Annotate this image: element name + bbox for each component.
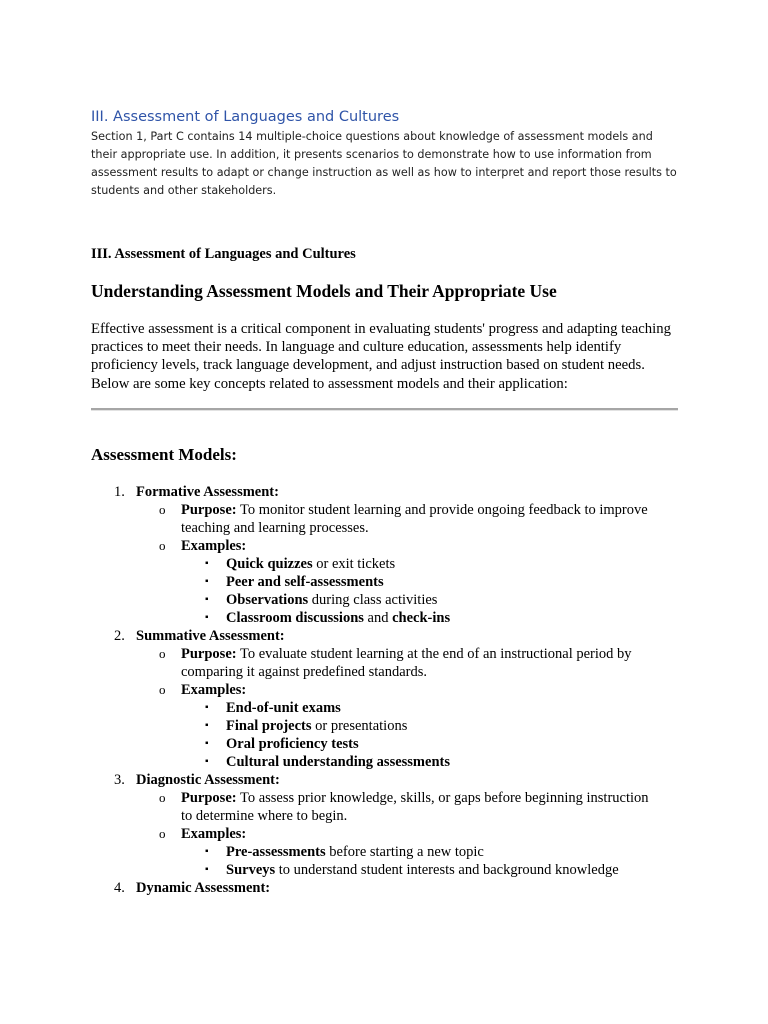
models-heading: Assessment Models: <box>91 445 237 464</box>
square-bullet: ▪ <box>205 846 209 857</box>
purpose-continuation <box>0 663 768 681</box>
assessment-models-list <box>0 483 768 897</box>
intro-paragraph: Effective assessment is a critical component in evaluating students' progress and adapting teaching practices to meet their needs. In language and culture education, assessments help identify proficiency levels, track language development, and adjust instruction based on student needs. Below are some key concepts related to assessment models and their application: <box>91 321 671 392</box>
list-number: 3. <box>114 772 125 788</box>
example-item <box>0 555 768 573</box>
square-bullet: ▪ <box>205 612 209 623</box>
example-bold: Oral proficiency tests <box>226 736 359 752</box>
example-text: to understand student interests and background knowledge <box>275 862 619 878</box>
examples-label: Examples: <box>181 826 247 842</box>
example-text: during class activities <box>308 592 438 608</box>
square-bullet: ▪ <box>205 702 209 713</box>
purpose-continuation <box>0 807 768 825</box>
examples-label: Examples: <box>181 682 247 698</box>
purpose-text: teaching and learning processes. <box>181 520 369 536</box>
purpose-label: Purpose: <box>181 646 237 662</box>
example-item <box>0 717 768 735</box>
example-bold: Surveys <box>226 862 276 878</box>
square-bullet: ▪ <box>205 738 209 749</box>
purpose-item <box>0 789 768 807</box>
list-number: 1. <box>114 484 125 500</box>
example-text: or presentations <box>311 718 408 734</box>
square-bullet: ▪ <box>205 720 209 731</box>
example-text: before starting a new topic <box>325 844 484 860</box>
square-bullet: ▪ <box>205 756 209 767</box>
circle-bullet: o <box>159 790 166 805</box>
example-item <box>0 573 768 591</box>
model-item <box>0 771 768 789</box>
examples-label: Examples: <box>181 538 247 554</box>
example-item <box>0 699 768 717</box>
examples-item <box>0 537 768 555</box>
purpose-text: To monitor student learning and provide ongoing feedback to improve <box>239 502 648 518</box>
subtitle: Understanding Assessment Models and Their Appropriate Use <box>91 281 557 301</box>
list-number: 2. <box>114 628 125 644</box>
purpose-text: To assess prior knowledge, skills, or gaps before beginning instruction <box>239 790 649 806</box>
example-bold: Observations <box>226 592 309 608</box>
example-item <box>0 591 768 609</box>
model-title: Formative Assessment: <box>136 484 279 500</box>
square-bullet: ▪ <box>205 864 209 875</box>
example-bold: Cultural understanding assessments <box>226 754 450 770</box>
example-item <box>0 861 768 879</box>
circle-bullet: o <box>159 538 166 553</box>
example-bold: Pre-assessments <box>226 844 326 860</box>
model-title: Diagnostic Assessment: <box>136 772 280 788</box>
model-item <box>0 879 768 897</box>
square-bullet: ▪ <box>205 558 209 569</box>
intro-text: Section 1, Part C contains 14 multiple-choice questions about knowledge of assessment models and their appropriate use. In addition, it presents scenarios to demonstrate how to use information from assessment results to adapt or change instruction as well as how to interpret and report those results to students and other stakeholders. <box>91 130 677 197</box>
example-item <box>0 843 768 861</box>
section-title: III. Assessment of Languages and Cultures <box>91 246 356 262</box>
purpose-item <box>0 645 768 663</box>
purpose-label: Purpose: <box>181 502 237 518</box>
model-title: Summative Assessment: <box>136 628 285 644</box>
purpose-item <box>0 501 768 519</box>
circle-bullet: o <box>159 502 166 517</box>
example-text: and <box>363 610 393 626</box>
model-item <box>0 483 768 501</box>
model-title: Dynamic Assessment: <box>136 880 271 896</box>
example-item <box>0 753 768 771</box>
square-bullet: ▪ <box>205 576 209 587</box>
example-item <box>0 735 768 753</box>
example-bold: Quick quizzes <box>226 556 313 572</box>
model-item <box>0 627 768 645</box>
examples-item <box>0 681 768 699</box>
purpose-text: to determine where to begin. <box>181 808 348 824</box>
intro-heading: III. Assessment of Languages and Cultures <box>91 109 400 125</box>
examples-item <box>0 825 768 843</box>
circle-bullet: o <box>159 682 166 697</box>
horizontal-rule <box>91 408 678 411</box>
purpose-text: To evaluate student learning at the end of an instructional period by <box>239 646 632 662</box>
circle-bullet: o <box>159 826 166 841</box>
example-bold: Peer and self-assessments <box>226 574 384 590</box>
example-bold: End-of-unit exams <box>226 700 341 716</box>
example-bold: check-ins <box>392 610 451 626</box>
purpose-continuation <box>0 519 768 537</box>
example-bold: Final projects <box>226 718 312 734</box>
example-text: or exit tickets <box>312 556 396 572</box>
example-item <box>0 609 768 627</box>
purpose-label: Purpose: <box>181 790 237 806</box>
square-bullet: ▪ <box>205 594 209 605</box>
circle-bullet: o <box>159 646 166 661</box>
example-bold: Classroom discussions <box>226 610 364 626</box>
purpose-text: comparing it against predefined standards. <box>181 664 428 680</box>
list-number: 4. <box>114 880 125 896</box>
